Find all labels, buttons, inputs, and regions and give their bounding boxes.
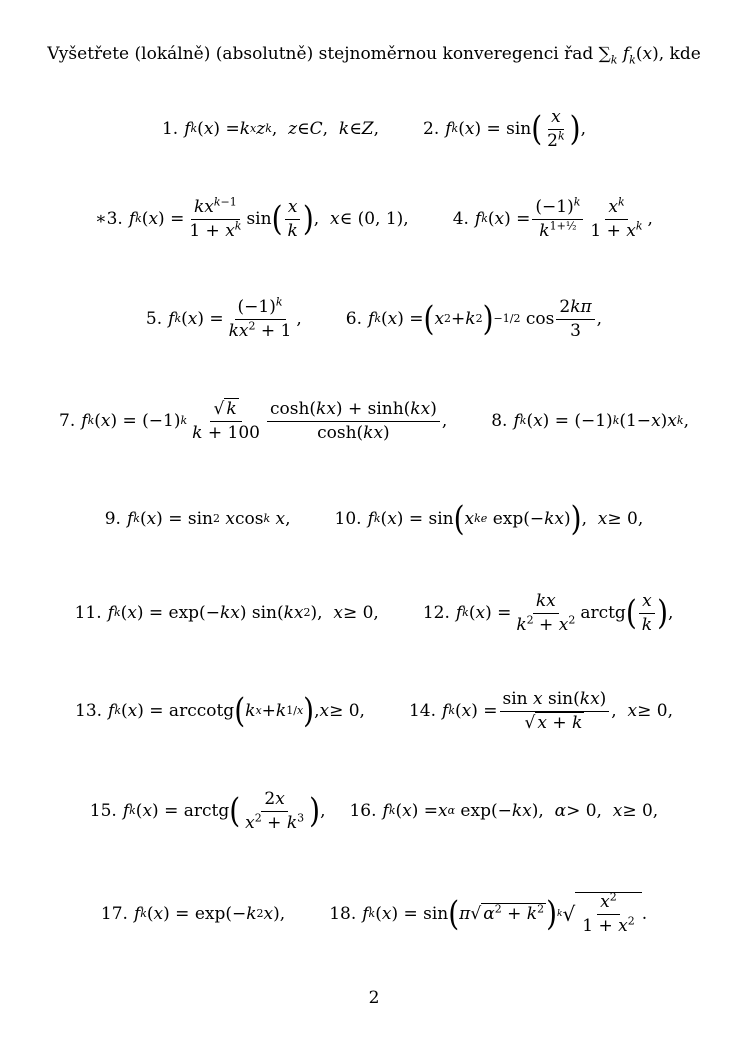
item-13: 13. f k ( x ) = arccotg ( k x + k 1/x ) , x ≥ 0,: [75, 690, 365, 731]
item-14: 14. f k ( x ) = $\frac{\text{sin x sin(kx)}}{√ x + k}$ , x ≥ 0,: [408, 689, 673, 733]
item-6: 6. f k ( x ) = ( x 2 + k 2 ) −1/2 cos $\frac{2k\pi}{3}$ ,: [345, 297, 603, 341]
formula-row-4: [0, 400, 748, 442]
page-number: 2: [368, 988, 380, 1008]
item-10: 10. f k ( x ) = sin ( x ke exp(− kx ) ) , x ≥ 0,: [334, 498, 644, 539]
formula-row-6: [0, 592, 748, 634]
formula-row-1: [0, 108, 748, 150]
item-17: 17. f k ( x ) = exp(− k 2 x ),: [100, 903, 286, 924]
item-7: 7. f k ( x ) = (−1) k $\frac{√ k}{k + 100}$ $\frac{\cosh(kx) + \sinh(kx)}{\cosh(kx)}$ ,: [59, 399, 448, 443]
formula-row-3: [0, 295, 748, 341]
formula-row-7: [0, 690, 748, 732]
item-4: 4. f k ( x ) = $\frac{(-1)^k}{k^{1+\frac{1}{2}}}$ $\frac{x^k}{1 + x^k}$ ,: [452, 195, 653, 241]
item-16: 16. f k ( x ) = x α exp(− kx ), α > 0, x ≥ 0,: [349, 801, 659, 822]
item-8: 8. f k ( x ) = (−1) k (1− x ) x k ,: [491, 411, 689, 432]
item-11: 11. f k ( x ) = exp(− kx ) sin( kx 2 ), x ≥ 0,: [74, 603, 379, 624]
exercise-intro: Vyšetřete (lokálně) (absolutně) stejnoměrnou konveregenci řad $\sum_k$ $f_k(x)$, kde: [47, 44, 701, 67]
item-9: 9. f k ( x ) = sin 2 x cos k x ,: [104, 509, 291, 529]
formula-row-5: [0, 498, 748, 539]
item-12: 12. f k ( x ) = $\frac{kx}{k^2 + x^2}$ arctg ( $\frac{x}{k}$ ) ,: [422, 591, 674, 635]
formula-row-8: [0, 790, 748, 832]
intro-text-head: Vyšetřete (lokálně) (absolutně) stejnoměrnou konveregenci řad: [47, 44, 599, 64]
item-5: 5. f k ( x ) = $\frac{(-1)^k}{kx^2 + 1}$ ,: [145, 295, 302, 341]
formula-row-2: [0, 195, 748, 241]
item-18: 18. f k ( x ) = sin ( π √ $\alpha^2 + k^2$ ) k √ $\frac{x^2}{1 + x^2}$ .: [329, 890, 648, 936]
item-3: ∗3. f k ( x ) = $\frac{kx^{k-1}}{1 + x^k}$ sin ( $\frac{x}{k}$ ) , x ∈ (0, 1),: [95, 195, 409, 241]
formula-row-9: [0, 892, 748, 935]
item-1: 1. f k ( x ) = k x z k , z ∈ C , k ∈ Z ,: [161, 119, 379, 140]
item-2: 2. f k ( x ) = sin ( $\frac{x}{2^k}$ ) ,: [423, 107, 587, 151]
item-15: 15. f k ( x ) = arctg ( $\frac{2x}{x^2 + k^3}$ ) ,: [89, 789, 326, 833]
